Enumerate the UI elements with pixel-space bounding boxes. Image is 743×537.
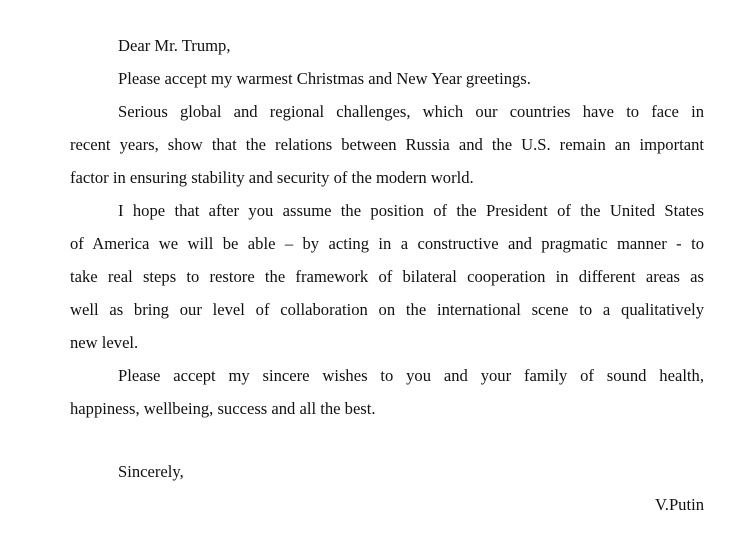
paragraph-greetings	[70, 62, 704, 95]
paragraph-line: of America we will be able – by acting in a constructive and pragmatic manner - to	[70, 234, 704, 253]
signature: V.Putin	[654, 495, 704, 514]
spacer	[70, 425, 704, 455]
paragraph-wishes	[70, 359, 704, 425]
paragraph-line: I hope that after you assume the position of the President of the United States	[118, 201, 704, 220]
paragraph-line: Please accept my sincere wishes to you and your family of sound health,	[118, 366, 704, 385]
closing: Sincerely,	[118, 462, 184, 481]
paragraph-line: recent years, show that the relations between Russia and the U.S. remain an important	[70, 135, 704, 154]
paragraph-line: take real steps to restore the framework of bilateral cooperation in different areas as	[70, 267, 704, 286]
letter-body	[70, 0, 704, 521]
paragraph-line: well as bring our level of collaboration on the international scene to a qualitatively	[70, 300, 704, 319]
paragraph-line: factor in ensuring stability and security of the modern world.	[70, 168, 474, 187]
salutation: Dear Mr. Trump,	[118, 36, 231, 55]
paragraph-line: new level.	[70, 333, 139, 352]
paragraph-line: happiness, wellbeing, success and all the best.	[70, 399, 376, 418]
paragraph-cooperation	[70, 194, 704, 359]
paragraph-line: Please accept my warmest Christmas and New Year greetings.	[118, 69, 531, 88]
paragraph-line: Serious global and regional challenges, which our countries have to face in	[118, 102, 704, 121]
paragraph-challenges	[70, 95, 704, 194]
